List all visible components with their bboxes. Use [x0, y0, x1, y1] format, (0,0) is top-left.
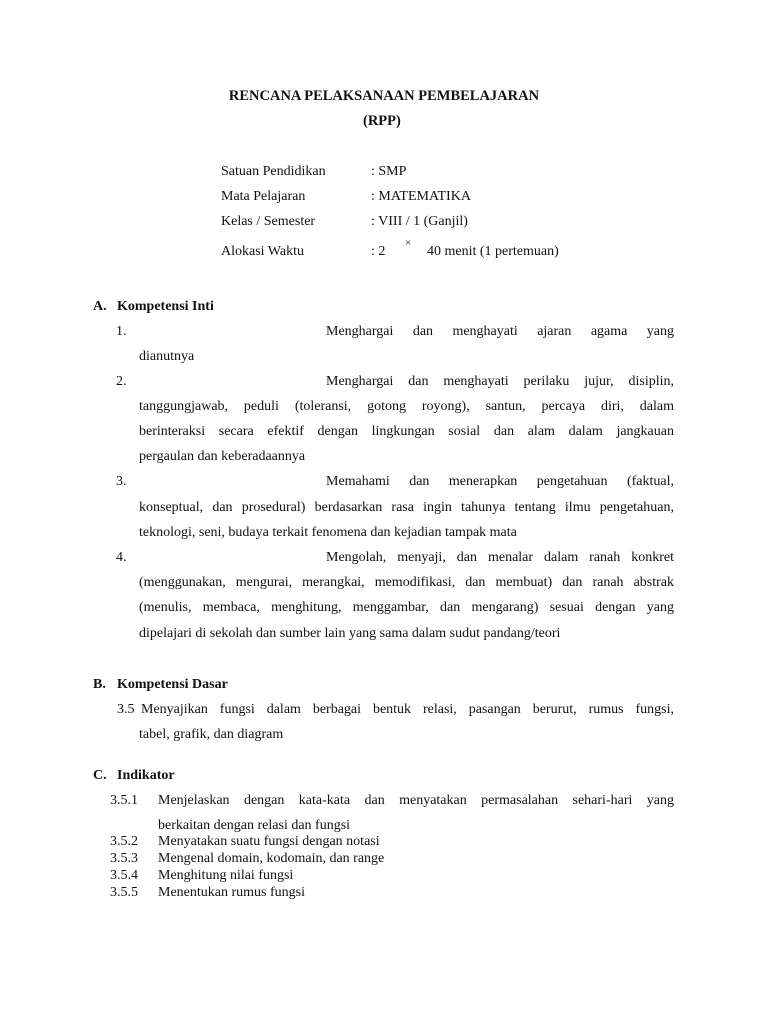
indicator-text: Mengenal domain, kodomain, dan range [158, 851, 385, 866]
info-value-suffix: 40 menit (1 pertemuan) [427, 244, 559, 259]
indicator-text: Menyatakan suatu fungsi dengan notasi [158, 834, 380, 849]
item-first-line: Menghargai dan menghayati ajaran agama yang [326, 324, 674, 339]
item-line: teknologi, seni, budaya terkait fenomena dan kejadian tampak mata [139, 525, 517, 540]
indicator-text-cont: berkaitan dengan relasi dan fungsi [158, 818, 351, 833]
item-line: (menulis, membaca, menghitung, menggambar, dan mengarang) sesuai dengan yang [139, 600, 674, 615]
info-value: : VIII / 1 (Ganjil) [371, 214, 468, 229]
item-first-line: Mengolah, menyaji, dan menalar dalam ranah konkret [326, 550, 674, 565]
item-line: pergaulan dan keberadaannya [139, 449, 306, 464]
info-label: Mata Pelajaran [221, 189, 306, 204]
item-line: tanggungjawab, peduli (toleransi, gotong royong), santun, percaya diri, dalam [139, 399, 674, 414]
item-first-line: Memahami dan menerapkan pengetahuan (faktual, [326, 474, 674, 489]
indicator-number: 3.5.1 [110, 793, 138, 808]
kd-first-line: Menyajikan fungsi dalam berbagai bentuk relasi, pasangan berurut, rumus fungsi, [141, 702, 674, 717]
info-value: : SMP [371, 164, 407, 179]
section-heading-indikator: C. Indikator [93, 768, 175, 783]
item-line: konseptual, dan prosedural) berdasarkan rasa ingin tahunya tentang ilmu pengetahuan, [139, 500, 674, 515]
indicator-text: Menentukan rumus fungsi [158, 885, 305, 900]
section-heading-kompetensi-dasar: B. Kompetensi Dasar [93, 677, 228, 692]
indicator-number: 3.5.3 [110, 851, 138, 866]
info-value: : 2 [371, 244, 386, 259]
indicator-number: 3.5.5 [110, 885, 138, 900]
indicator-text: Menjelaskan dengan kata-kata dan menyatakan permasalahan sehari-hari yang [158, 793, 674, 808]
item-number: 3. [116, 474, 127, 489]
item-line: dipelajari di sekolah dan sumber lain yang sama dalam sudut pandang/teori [139, 626, 561, 641]
item-first-line: Menghargai dan menghayati perilaku jujur, disiplin, [326, 374, 674, 389]
document-page: RENCANA PELAKSANAAN PEMBELAJARAN (RPP) Satuan Pendidikan : SMP Mata Pelajaran : MATEMATIKA Kelas / Semester : VIII / 1 (Ganjil) Alokasi Waktu : 2 × 40 menit (1 pertemuan) A. Kompetensi Inti 1. Menghargai dan menghayati ajaran agama yang dianutnya 2. Menghargai dan menghayati perilaku jujur, disiplin, tanggungjawab, peduli (toleransi, gotong royong), santun, percaya diri, dalam berinteraksi secara efektif dengan lingkungan sosial dan alam dalam jangkauan pergaulan dan keberadaannya 3. Memahami dan menerapkan pengetahuan (faktual, konseptual, dan prosedural) berdasarkan rasa ingin tahunya tentang ilmu pengetahuan, teknologi, seni, budaya terkait fenomena dan kejadian tampak mata 4. Mengolah, menyaji, dan menalar dalam ranah konkret (menggunakan, mengurai, merangkai, memodifikasi, dan membuat) dan ranah abstrak (menulis, membaca, menghitung, menggambar, dan mengarang) sesuai dengan yang dipelajari di sekolah dan sumber lain yang sama dalam sudut pandang/teori B. Kompetensi Dasar 3.5 Menyajikan fungsi dalam berbagai bentuk relasi, pasangan berurut, rumus fungsi, tabel, grafik, dan diagram C. Indikator 3.5.1 Menjelaskan dengan kata-kata dan menyatakan permasalahan sehari-hari yang berkaitan dengan relasi dan fungsi 3.5.2 Menyatakan suatu fungsi dengan notasi 3.5.3 Mengenal domain, kodomain, dan range 3.5.4 Menghitung nilai fungsi 3.5.5 Menentukan rumus fungsi [0, 0, 768, 1024]
kd-number: 3.5 [117, 702, 135, 717]
kd-second-line: tabel, grafik, dan diagram [139, 727, 284, 742]
indicator-number: 3.5.2 [110, 834, 138, 849]
section-heading-kompetensi-inti: A. Kompetensi Inti [93, 299, 214, 314]
info-label: Satuan Pendidikan [221, 164, 326, 179]
item-number: 2. [116, 374, 127, 389]
item-number: 1. [116, 324, 127, 339]
info-value: : MATEMATIKA [371, 189, 471, 204]
info-label: Alokasi Waktu [221, 244, 304, 259]
document-title: RENCANA PELAKSANAAN PEMBELAJARAN [228, 88, 540, 104]
item-line: (menggunakan, mengurai, merangkai, memodifikasi, dan membuat) dan ranah abstrak [139, 575, 674, 590]
indicator-text: Menghitung nilai fungsi [158, 868, 294, 883]
times-symbol: × [405, 237, 412, 249]
indicator-number: 3.5.4 [110, 868, 138, 883]
item-number: 4. [116, 550, 127, 565]
item-line: dianutnya [139, 349, 195, 364]
item-line: berinteraksi secara efektif dengan lingkungan sosial dan alam dalam jangkauan [139, 424, 674, 439]
info-label: Kelas / Semester [221, 214, 316, 229]
